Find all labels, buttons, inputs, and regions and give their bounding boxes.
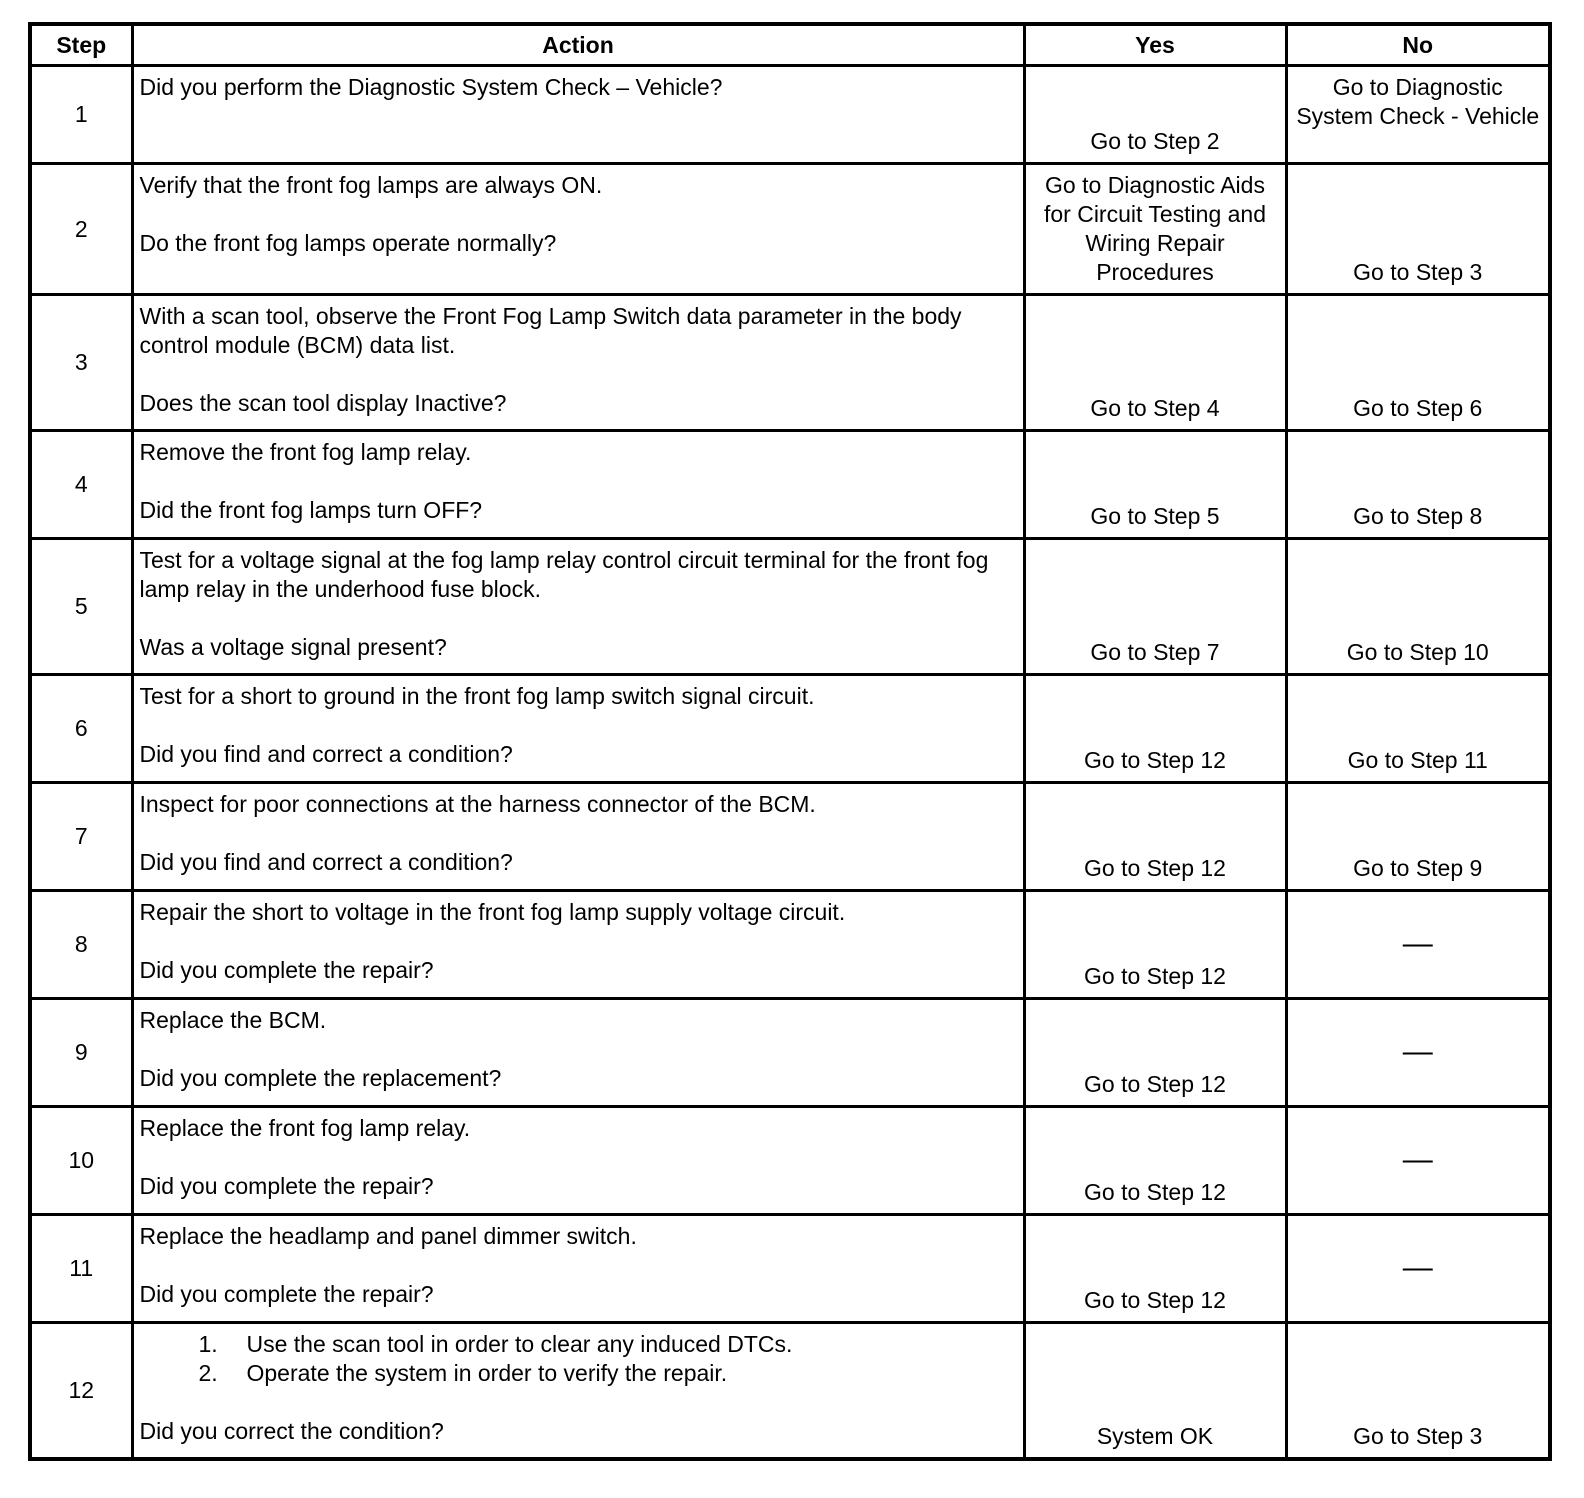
header-no: No (1286, 24, 1550, 66)
question-text: Did you correct the condition? (139, 1418, 444, 1444)
action-text: Replace the BCM. (139, 1007, 327, 1033)
diagnostic-table (28, 22, 1552, 1461)
list-item-text: Operate the system in order to verify the repair. (246, 1360, 728, 1386)
yes-cell: Go to Step 12 (1024, 783, 1286, 891)
action-list (140, 1330, 1015, 1388)
action-cell (132, 891, 1024, 999)
no-cell: Go to Step 3 (1286, 1323, 1550, 1459)
action-cell (132, 431, 1024, 539)
table-row (30, 1323, 1550, 1459)
table-row (30, 431, 1550, 539)
step-number: 10 (30, 1107, 132, 1215)
question-text: Did you perform the Diagnostic System Check – Vehicle? (139, 74, 723, 100)
no-cell: Go to Step 11 (1286, 675, 1550, 783)
table-row (30, 164, 1550, 295)
table-row (30, 66, 1550, 164)
no-cell-dash: — (1286, 999, 1550, 1107)
no-cell-dash: — (1286, 1215, 1550, 1323)
question-text: Did you complete the repair? (139, 957, 434, 983)
action-text: Test for a short to ground in the front fog lamp switch signal circuit. (139, 683, 815, 709)
header-row (30, 24, 1550, 66)
action-cell (132, 783, 1024, 891)
yes-cell: Go to Step 12 (1024, 1215, 1286, 1323)
action-cell (132, 66, 1024, 164)
step-number: 7 (30, 783, 132, 891)
question-text: Did you complete the repair? (139, 1281, 434, 1307)
no-cell: Go to Step 9 (1286, 783, 1550, 891)
step-number: 3 (30, 295, 132, 431)
no-cell-dash: — (1286, 1107, 1550, 1215)
yes-cell: System OK (1024, 1323, 1286, 1459)
yes-cell: Go to Step 7 (1024, 539, 1286, 675)
step-number: 5 (30, 539, 132, 675)
yes-cell: Go to Step 12 (1024, 891, 1286, 999)
list-item (199, 1330, 1015, 1359)
action-text: Repair the short to voltage in the front fog lamp supply voltage circuit. (139, 899, 846, 925)
table-row (30, 1215, 1550, 1323)
step-number: 6 (30, 675, 132, 783)
yes-cell: Go to Step 12 (1024, 675, 1286, 783)
table-row (30, 1107, 1550, 1215)
question-text: Did you complete the repair? (139, 1173, 434, 1199)
step-number: 12 (30, 1323, 132, 1459)
action-text: Verify that the front fog lamps are always ON. (139, 172, 603, 198)
question-text: Did you find and correct a condition? (139, 741, 513, 767)
action-cell (132, 295, 1024, 431)
header-step: Step (30, 24, 132, 66)
action-cell (132, 1215, 1024, 1323)
table-row (30, 783, 1550, 891)
table-row (30, 999, 1550, 1107)
action-text: Replace the front fog lamp relay. (139, 1115, 471, 1141)
list-item-number: 2. (198, 1360, 218, 1386)
action-text: Test for a voltage signal at the fog lamp relay control circuit terminal for the front fog lamp relay in the underhood fuse block. (139, 547, 989, 602)
action-text: Inspect for poor connections at the harness connector of the BCM. (139, 791, 816, 817)
list-item (199, 1359, 1015, 1388)
table-row (30, 539, 1550, 675)
list-item-number: 1. (198, 1331, 218, 1357)
question-text: Did you find and correct a condition? (139, 849, 513, 875)
action-cell (132, 164, 1024, 295)
yes-cell: Go to Step 4 (1024, 295, 1286, 431)
action-cell (132, 999, 1024, 1107)
list-item-text: Use the scan tool in order to clear any induced DTCs. (246, 1331, 793, 1357)
action-cell (132, 675, 1024, 783)
action-text: Remove the front fog lamp relay. (139, 439, 472, 465)
table-row (30, 891, 1550, 999)
no-cell: Go to Diagnostic System Check - Vehicle (1286, 66, 1550, 164)
action-text: With a scan tool, observe the Front Fog Lamp Switch data parameter in the body control module (BCM) data list. (139, 303, 962, 358)
yes-cell: Go to Step 2 (1024, 66, 1286, 164)
question-text: Did the front fog lamps turn OFF? (139, 497, 483, 523)
question-text: Did you complete the replacement? (139, 1065, 502, 1091)
yes-cell: Go to Step 12 (1024, 999, 1286, 1107)
action-cell (132, 1323, 1024, 1459)
step-number: 11 (30, 1215, 132, 1323)
no-cell: Go to Step 3 (1286, 164, 1550, 295)
yes-cell: Go to Diagnostic Aids for Circuit Testing and Wiring Repair Procedures (1024, 164, 1286, 295)
no-cell-dash: — (1286, 891, 1550, 999)
step-number: 9 (30, 999, 132, 1107)
no-cell: Go to Step 8 (1286, 431, 1550, 539)
table-row (30, 675, 1550, 783)
no-cell: Go to Step 10 (1286, 539, 1550, 675)
step-number: 8 (30, 891, 132, 999)
action-cell (132, 1107, 1024, 1215)
step-number: 2 (30, 164, 132, 295)
question-text: Do the front fog lamps operate normally? (139, 230, 557, 256)
yes-cell: Go to Step 12 (1024, 1107, 1286, 1215)
action-text: Replace the headlamp and panel dimmer switch. (139, 1223, 637, 1249)
action-cell (132, 539, 1024, 675)
header-yes: Yes (1024, 24, 1286, 66)
table-row (30, 295, 1550, 431)
yes-cell: Go to Step 5 (1024, 431, 1286, 539)
header-action: Action (132, 24, 1024, 66)
step-number: 1 (30, 66, 132, 164)
step-number: 4 (30, 431, 132, 539)
question-text: Was a voltage signal present? (139, 634, 447, 660)
no-cell: Go to Step 6 (1286, 295, 1550, 431)
question-text: Does the scan tool display Inactive? (139, 390, 507, 416)
